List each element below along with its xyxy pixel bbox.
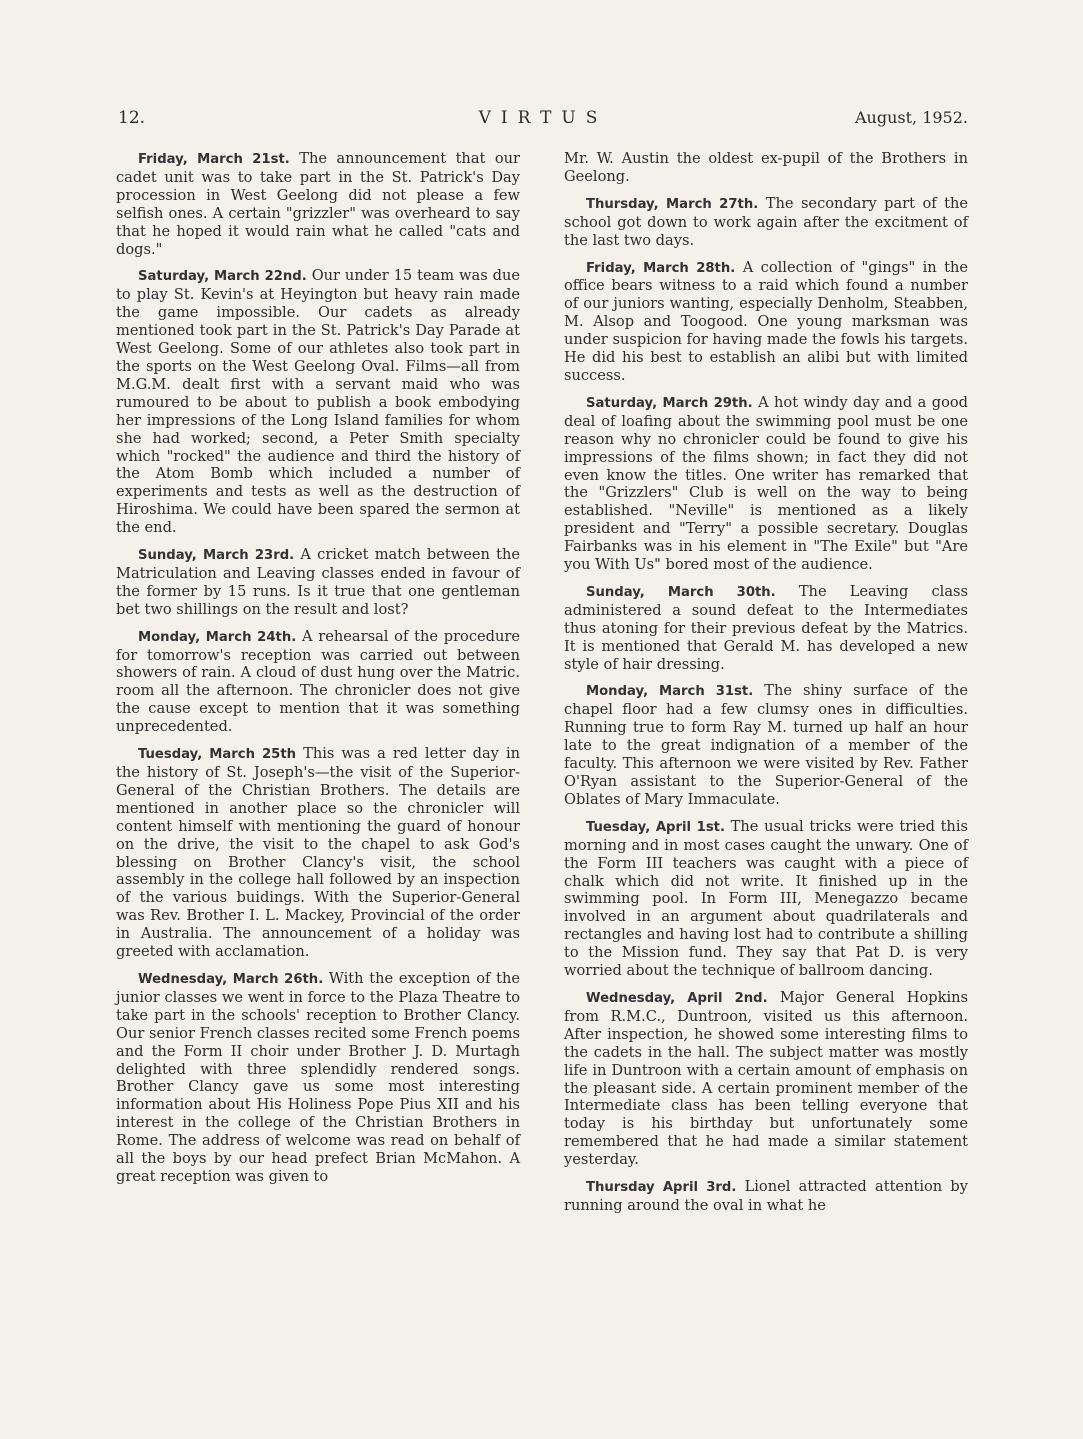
entry-date: Sunday, March 23rd. bbox=[138, 548, 295, 564]
entry-text: A cricket match between the Matriculation and Leaving classes ended in favour of the former by 15 runs. Is it true that one gentleman bet two shillings on the result and lost? bbox=[116, 546, 521, 618]
diary-entry bbox=[564, 989, 968, 1169]
entry-text: A hot windy day and a good deal of loafing about the swimming pool must be one reason why no chronicler could be found to give his impressions of the films shown; in fact they did not even know the titles. One writer has remarked that the "Grizzlers" Club is well on the way to being established. "Neville" is mentioned as a likely president and "Terry" a possible secretary. Douglas Fairbanks was in his element in "The Exile" but "Are you With Us" bored most of the audience. bbox=[564, 393, 968, 574]
diary-entry bbox=[564, 818, 968, 980]
left-column bbox=[116, 150, 520, 1195]
entry-text: Lionel attracted attention by running around the oval in what he bbox=[564, 1178, 969, 1214]
entry-text: With the exception of the junior classes we went in force to the Plaza Theatre to take part in the schools' reception to Brother Clancy. Our senior French classes recited some French poems and the Form II choir under Brother J. D. Murtagh delighted with three splendidly rendered songs. Brother Clancy gave us some most interesting information about His Holiness Pope Pius XII and his interest in the college of the Christian Brothers in Rome. The address of welcome was read on behalf of all the boys by our head prefect Brian McMahon. A great reception was given to bbox=[116, 969, 520, 1185]
entry-date: Thursday April 3rd. bbox=[586, 1180, 737, 1196]
diary-entry bbox=[116, 267, 520, 537]
entry-date: Monday, March 24th. bbox=[138, 629, 297, 645]
diary-entry bbox=[116, 970, 520, 1186]
diary-entry bbox=[564, 1178, 968, 1215]
entry-text: The secondary part of the school got down to work again after the excitment of the last two days. bbox=[564, 194, 969, 249]
entry-date: Sunday, March 30th. bbox=[586, 584, 776, 600]
diary-entry bbox=[564, 583, 968, 674]
entry-text: The announcement that our cadet unit was to take part in the St. Patrick's Day procession in West Geelong did not please a few selfish ones. A certain "grizzler" was overheard to say that he hoped it would rain what he called "cats and dogs." bbox=[116, 150, 521, 258]
diary-entry bbox=[564, 394, 968, 574]
entry-date: Friday, March 28th. bbox=[586, 260, 736, 276]
entry-date: Wednesday, April 2nd. bbox=[586, 990, 768, 1006]
entry-text: A rehearsal of the procedure for tomorrow's reception was carried out between showers of rain. A cloud of dust hung over the Matric. room all the afternoon. The chronicler does not give the cause except to mention that it was something unprecedented. bbox=[116, 627, 520, 736]
page-number: 12. bbox=[118, 108, 146, 128]
publication-title: VIRTUS bbox=[478, 108, 608, 128]
entry-text: The usual tricks were tried this morning and in most cases caught the unwary. One of the Form III teachers was caught with a piece of chalk which did not write. It finished up in the swimming pool. In Form III, Menegazzo became involved in an argument about quadrilaterals and rectangles and having lost had to contribute a shilling to the Mission fund. They say that Pat D. is very worried about the technique of ballroom dancing. bbox=[564, 817, 968, 980]
diary-entry bbox=[116, 745, 520, 961]
diary-entry bbox=[564, 682, 968, 808]
entry-text: This was a red letter day in the history of St. Joseph's—the visit of the Superior-General of the Christian Brothers. The details are mentioned in another place so the chronicler will content himself with mentioning the guard of honour on the drive, the visit to the chapel to ask God's blessing on Brother Clancy's visit, the school assembly in the college hall followed by an inspection of the various buidings. With the Superior-General was Rev. Brother I. L. Mackey, Provincial of the order in Australia. The announcement of a holiday was greeted with acclamation. bbox=[116, 745, 521, 961]
diary-entry bbox=[564, 195, 968, 250]
entry-date: Monday, March 31st. bbox=[586, 684, 754, 700]
diary-entry bbox=[564, 259, 968, 385]
entry-date: Tuesday, March 25th bbox=[138, 747, 297, 763]
entry-date: Tuesday, April 1st. bbox=[586, 819, 725, 835]
entry-date: Friday, March 21st. bbox=[138, 152, 290, 167]
entry-date: Wednesday, March 26th. bbox=[138, 971, 324, 987]
entry-text: The Leaving class administered a sound defeat to the Intermediates thus atoning for their previous defeat by the Matrics. It is mentioned that Gerald M. has developed a new style of hair dressing. bbox=[564, 582, 968, 673]
continued-text: Mr. W. Austin the oldest ex-pupil of the Brothers in Geelong. bbox=[564, 150, 968, 185]
issue-date: August, 1952. bbox=[854, 108, 968, 127]
entry-date: Saturday, March 22nd. bbox=[138, 269, 307, 285]
diary-entry bbox=[116, 546, 520, 619]
entry-text: Our under 15 team was due to play St. Kevin's at Heyington but heavy rain made the game impossible. Our cadets as already mentioned took part in the St. Patrick's Day Parade at West Geelong. Some of our athletes also took part in the sports on the West Geelong Oval. Films—all from M.G.M. dealt first with a servant maid who was rumoured to be about to publish a book embodying her impressions of the Long Island families for whom she had worked; second, a Peter Smith specialty which "rocked" the audience and third the history of the Atom Bomb which included a number of experiments and tests as well as the destruction of Hiroshima. We could have been spared the sermon at the end. bbox=[116, 267, 521, 537]
entry-date: Saturday, March 29th. bbox=[586, 395, 753, 411]
entry-text: A collection of "gings" in the office bears witness to a raid which found a number of our juniors wanting, especially Denholm, Steabben, M. Alsop and Toogood. One young marksman was under suspicion for having made the fowls his targets. He did his best to establish an alibi but with limited success. bbox=[564, 258, 969, 384]
entry-date: Thursday, March 27th. bbox=[586, 196, 759, 212]
page-header bbox=[118, 108, 968, 138]
entry-text: Major General Hopkins from R.M.C., Duntroon, visited us this afternoon. After inspection, he showed some interesting films to the cadets in the hall. The subject matter was mostly life in Duntroon with a certain amount of emphasis on the pleasant side. A certain prominent member of the Intermediate class has been telling everyone that today is his birthday but unfortunately some remembered that he had made a similar statement yesterday. bbox=[564, 988, 969, 1169]
diary-entry bbox=[116, 150, 520, 258]
right-column bbox=[564, 150, 968, 1224]
diary-entry bbox=[116, 628, 520, 736]
entry-text: The shiny surface of the chapel floor had a few clumsy ones in difficulties. Running true to form Ray M. turned up half an hour late to the great indignation of a member of the faculty. This afternoon we were visited by Rev. Father O'Ryan assistant to the Superior-General of the Oblates of Mary Immaculate. bbox=[564, 682, 969, 808]
